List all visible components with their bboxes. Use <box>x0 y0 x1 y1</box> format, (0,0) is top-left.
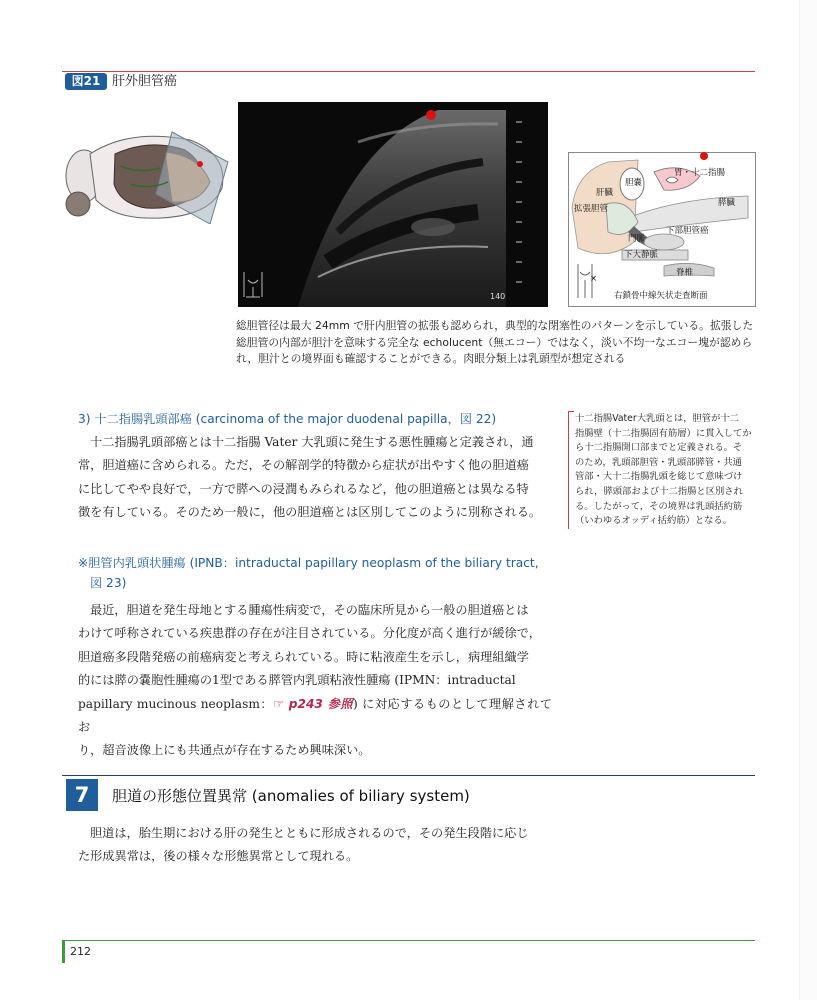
body-orientation-illustration <box>60 124 230 224</box>
chapter7-line: た形成異常は，後の様々な形態異常として現れる。 <box>78 849 359 864</box>
sidenote-line: る。したがって，その境界は乳頭括約筋 <box>575 500 743 512</box>
figure-top-rule <box>62 71 755 72</box>
section3-line: 十二指腸乳頭部癌とは十二指腸 Vater 大乳頭に発生する悪性腫瘍と定義され，通 <box>90 435 534 449</box>
ipnb-line: 的には膵の嚢胞性腫瘍の1型である膵管内乳頭粘液性腫瘍 (IPMN：intraductal <box>78 673 516 688</box>
chapter7-number: 7 <box>66 779 98 811</box>
schema-label-ivc: 下大静脈 <box>624 250 659 260</box>
section3-line: 常，胆道癌に含められる。ただ，その解剖学的特徴から症状が出やすく他の胆道癌 <box>78 458 529 473</box>
sidenote <box>568 412 761 529</box>
section3-line: に比してやや良好で，一方で膵への浸潤もみられるなど，他の胆道癌とは異なる特 <box>78 481 529 496</box>
ipnb-line: 胆道癌多段階発癌の前癌病変と考えられている。時に粘液産生を示し，病理組織学 <box>78 649 529 664</box>
figure-title: 肝外胆管癌 <box>112 74 178 89</box>
ipnb-line <box>78 693 552 740</box>
sidenote-line: 指腸壁（十二指腸固有筋層）に貫入してか <box>575 427 752 439</box>
schema-probe-mark: × <box>590 274 598 284</box>
sidenote-line: 管部・大十二指腸乳頭を総じて意味づけ <box>575 471 743 483</box>
ipnb-line5-post: ) に対応するものとして理解されてお <box>78 696 552 735</box>
schema-label-gallbladder: 胆嚢 <box>625 178 643 188</box>
schema-label-pancreas: 膵臓 <box>718 198 736 208</box>
sidenote-line: られ，膵頭部および十二指腸と区別され <box>575 485 743 497</box>
chapter7-title: 胆道の形態位置異常 (anomalies of biliary system) <box>112 787 470 805</box>
schema-label-lower-bile-duct-cancer: 下部胆管癌 <box>666 226 709 236</box>
figure-caption: 総胆管径は最大 24mm で肝内胆管の拡張も認められ，典型的な閉塞性のパターンを示している。拡張した総胆管の内部が胆汁を意味する完全な echolucent（無エコー）ではなく，淡い不均一なエコー塊が認められ，胆汁との境界面も確認することができる。肉眼分類上は乳頭型が想定される <box>236 319 754 365</box>
schema-label-spine: 脊椎 <box>676 268 694 278</box>
section3-body <box>78 431 552 525</box>
schema-label-liver: 肝臓 <box>596 188 614 198</box>
sidenote-line: ら十二指腸開口部までと定義される。そ <box>575 442 743 454</box>
schema-label-plane: 右鎖骨中線矢状走査断面 <box>614 291 708 301</box>
sidenote-line: のため，乳頭部胆管・乳頭部膵管・共通 <box>575 456 742 468</box>
page-number: 212 <box>70 945 91 958</box>
ipnb-line5-pre: papillary mucinous neoplasm： <box>78 696 274 711</box>
ipnb-line: 最近，胆道を発生母地とする腫瘍性病変で，その臨床所見から一般の胆道癌とは <box>90 603 529 617</box>
anatomy-schema <box>568 152 756 307</box>
ipnb-line: わけて呼称されている疾患群の存在が注目されている。分化度が高く進行が緩徐で， <box>78 626 541 641</box>
schema-label-stomach-duodenum: 胃・十二指腸 <box>674 168 726 178</box>
schema-label-portal-vein: 門脈 <box>628 234 646 244</box>
chapter7-line: 胆道は，胎生期における肝の発生とともに形成されるので，その発生段階に応じ <box>90 826 529 840</box>
sidenote-line: 十二指腸Vater大乳頭とは，胆管が十二 <box>575 413 739 424</box>
ipnb-heading <box>78 553 558 593</box>
section3-heading: 3) 十二指腸乳頭部癌 (carcinoma of the major duodenal papilla，図 22) <box>78 412 497 426</box>
ultrasound-image <box>238 102 548 307</box>
section3-line: 徴を有している。そのため一般に，他の胆道癌とは区別してこのように別称される。 <box>78 505 542 520</box>
page-edge <box>799 0 817 1000</box>
schema-label-dilated-cbd: 拡張胆管 <box>574 204 609 214</box>
ipnb-heading-line1: ※胆管内乳頭状腫瘍 (IPNB：intraductal papillary neoplasm of the biliary tract, <box>78 556 539 570</box>
figure-badge: 図21 <box>65 73 107 90</box>
footer-bar <box>62 941 65 963</box>
ultrasound-depth-label: 140 <box>490 292 506 301</box>
chapter7-rule <box>62 775 755 776</box>
footer-rule <box>62 940 755 941</box>
sidenote-line: （いわゆるオッディ括約筋）となる。 <box>575 515 733 527</box>
ipnb-body <box>78 599 552 763</box>
page-reference-link[interactable]: ☞ p243 参照 <box>273 696 354 711</box>
ipnb-heading-line2: 図 23) <box>90 576 127 590</box>
ipnb-line: り，超音波像上にも共通点が存在するため興味深い。 <box>78 743 371 758</box>
chapter7-body <box>78 822 552 869</box>
